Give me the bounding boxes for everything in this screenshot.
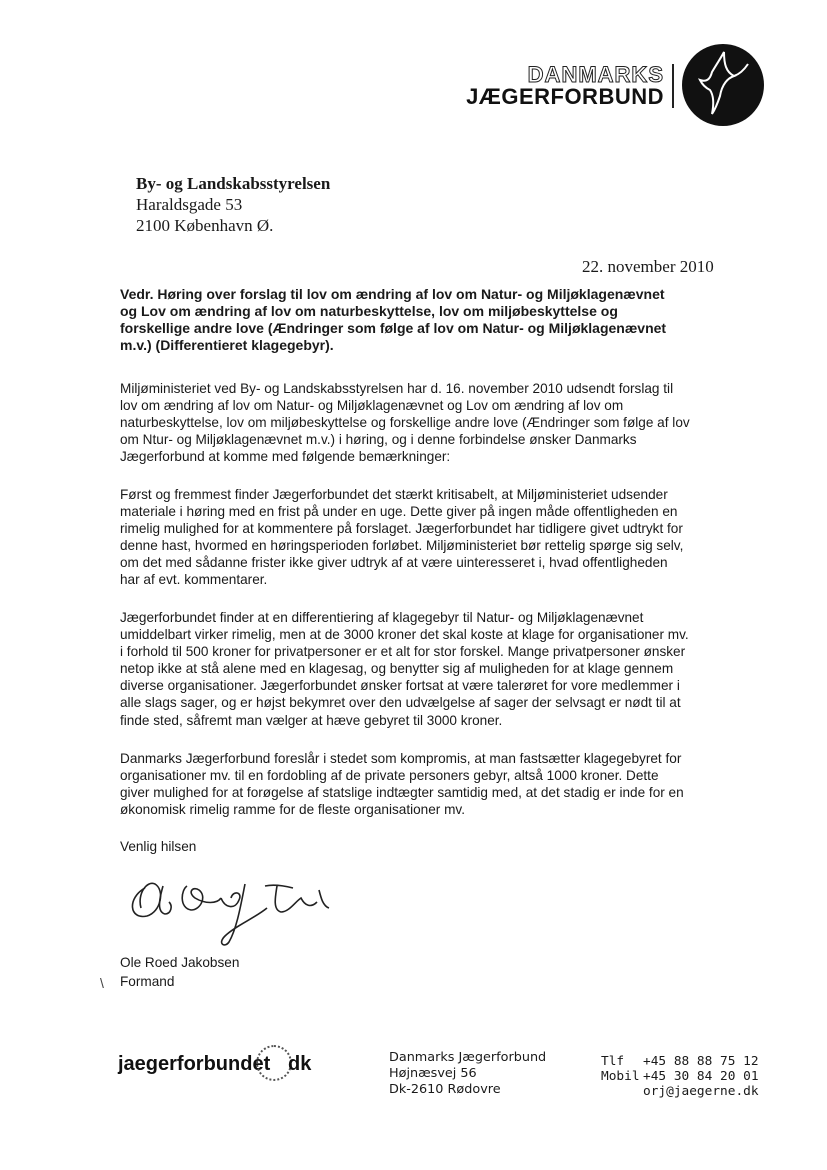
contact-email: orj@jaegerne.dk <box>643 1084 759 1099</box>
paragraph-1: Miljøministeriet ved By- og Landskabsstyrelsen har d. 16. november 2010 udsendt forslag til lov om ændring af lov om Natur- og Miljøklagenævnet og Lov om ændring af lov om naturbeskyttelse, lov om miljøbeskyttelse og forskellige andre love (Ændringer som følge af lov om Ntur- og Miljøklagenævnet m.v.) i høring, og i denne forbindelse ønsker Danmarks Jægerforbund at komme med følgende bemærkninger: <box>120 381 690 465</box>
header-logo <box>466 44 764 126</box>
signer-name: Ole Roed Jakobsen <box>120 955 240 970</box>
footer-logo <box>118 1045 318 1081</box>
handwritten-signature <box>125 868 340 950</box>
recipient-street: Haraldsgade 53 <box>136 195 243 214</box>
logo-line1: DANMARKS <box>527 62 664 87</box>
logo-divider <box>672 64 674 108</box>
letter-date: 22. november 2010 <box>582 257 714 276</box>
footer-address <box>389 1050 546 1098</box>
paragraph-3: Jægerforbundet finder at en differentiering af klagegebyr til Natur- og Miljøklagenævnet umiddelbart virker rimelig, men at de 3000 kroner det skal koste at klage for organisationer mv. i forhold til 500 kroner for privatpersoner er et alt for stor forskel. Mange privatpersoner ønsker netop ikke at stå alene med en klagesag, og benytter sig af muligheden for at klage gennem diverse organisationer. Jægerforbundet ønsker fortsat at være talerøret for vore medlemmer i alle slags sager, og er højst bekymret over den udvælgelse af sager der selvsagt er nødt til at finde sted, såfremt man vælger at hæve gebyret til 3000 kroner. <box>120 610 689 728</box>
footer-address-line: Danmarks Jægerforbund <box>389 1050 547 1065</box>
recipient-city: 2100 København Ø. <box>136 216 274 235</box>
recipient-address <box>136 173 330 236</box>
footer-address-line: Dk-2610 Rødovre <box>389 1082 501 1097</box>
footer-logo-right: dk <box>288 1053 312 1075</box>
signer-block <box>120 953 239 991</box>
contact-mobile: Mobil +45 30 84 20 01 <box>601 1069 759 1084</box>
recipient-org: By- og Landskabsstyrelsen <box>136 174 331 193</box>
paragraph-2: Først og fremmest finder Jægerforbundet det stærkt kritisabelt, at Miljøministeriet udsender materiale i høring med en frist på under en uge. Dette giver på ingen måde offentligheden en rimelig mulighed for at kommentere på forslaget. Jægerforbundet har tidligere givet udtrykt for denne hast, hvormed en høringsperioden forløbet. Miljøministeriet bør rettelig spørge sig selv, om det med sådanne frister ikke giver udtryk af at være uinteresseret i, hvad offentligheden har af evt. kommentarer. <box>120 487 684 588</box>
footer-contacts <box>601 1054 759 1099</box>
margin-mark: \ <box>100 975 104 991</box>
bird-emblem-icon <box>682 44 764 126</box>
paragraph-4: Danmarks Jægerforbund foreslår i stedet som kompromis, at man fastsætter klagegebyret for organisationer mv. til en fordobling af de private personers gebyr, altså 1000 kroner. Dette giver mulighed for at forøgelse af statslige indtægter samtidig med, at det stadig er inde for en økonomisk rimelig ramme for de fleste organisationer mv. <box>120 751 684 818</box>
logo-line2: JÆGERFORBUND <box>466 84 664 109</box>
contact-phone: Tlf +45 88 88 75 12 <box>601 1054 759 1069</box>
letter-subject: Vedr. Høring over forslag til lov om ændring af lov om Natur- og Miljøklagenævnet og Lov om ændring af lov om naturbeskyttelse, lov om miljøbeskyttelse og forskellige andre love (Ændringer som følge af lov om Natur- og Miljøklagenævnet m.v.) (Differentieret klagegebyr). <box>120 286 667 353</box>
footer-address-line: Højnæsvej 56 <box>389 1066 477 1081</box>
signer-title: Formand <box>120 974 175 989</box>
closing-greeting: Venlig hilsen <box>120 839 197 854</box>
globe-icon <box>256 1045 292 1081</box>
footer-logo-left: jaegerforbundet <box>118 1053 271 1075</box>
